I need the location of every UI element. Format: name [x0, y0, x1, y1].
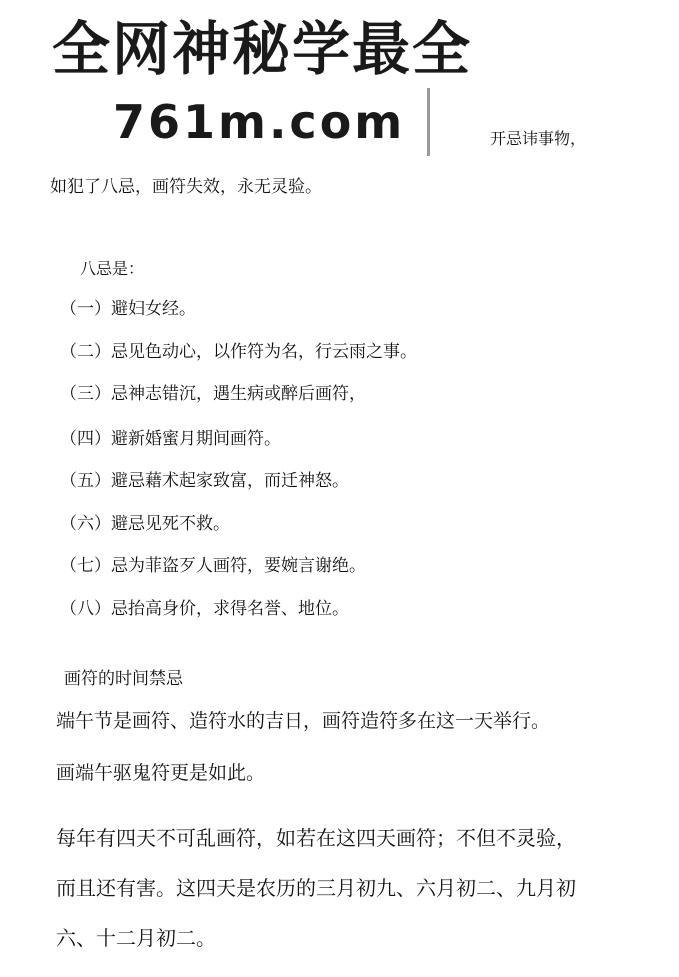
time-para-2-line-2: 而且还有害。这四天是农历的三月初九、六月初二、九月初	[56, 876, 576, 900]
taboo-item-7: （七）忌为菲盗歹人画符，要婉言谢绝。	[60, 556, 366, 576]
watermark-url: 761m.com	[113, 95, 406, 149]
taboo-item-4: （四）避新婚蜜月期间画符。	[60, 429, 281, 449]
eight-taboos-heading: 八忌是：	[80, 259, 145, 278]
time-para-1-line-2: 画端午驱鬼符更是如此。	[56, 762, 266, 784]
taboo-item-2: （二）忌见色动心，以作符为名，行云雨之事。	[60, 342, 417, 362]
taboo-item-8: （八）忌抬高身价，求得名誉、地位。	[60, 599, 349, 619]
time-para-1-line-1: 端午节是画符、造符水的吉日，画符造符多在这一天举行。	[56, 710, 551, 732]
time-para-2-line-3: 六、十二月初二。	[56, 926, 216, 950]
intro-line-2: 如犯了八忌，画符失效，永无灵验。	[50, 177, 322, 197]
watermark-title: 全网神秘学最全	[52, 15, 473, 83]
intro-line-1-tail: 开忌讳事物，	[490, 129, 587, 148]
watermark-divider	[427, 88, 430, 156]
taboo-item-3: （三）忌神志错沉，遇生病或醉后画符，	[60, 384, 366, 404]
time-taboos-heading: 画符的时间禁忌	[64, 669, 183, 689]
taboo-item-1: （一）避妇女经。	[60, 299, 196, 319]
time-para-2-line-1: 每年有四天不可乱画符，如若在这四天画符；不但不灵验，	[56, 826, 576, 850]
taboo-item-6: （六）避忌见死不救。	[60, 514, 230, 534]
taboo-item-5: （五）避忌藉术起家致富，而迁神怒。	[60, 471, 349, 491]
